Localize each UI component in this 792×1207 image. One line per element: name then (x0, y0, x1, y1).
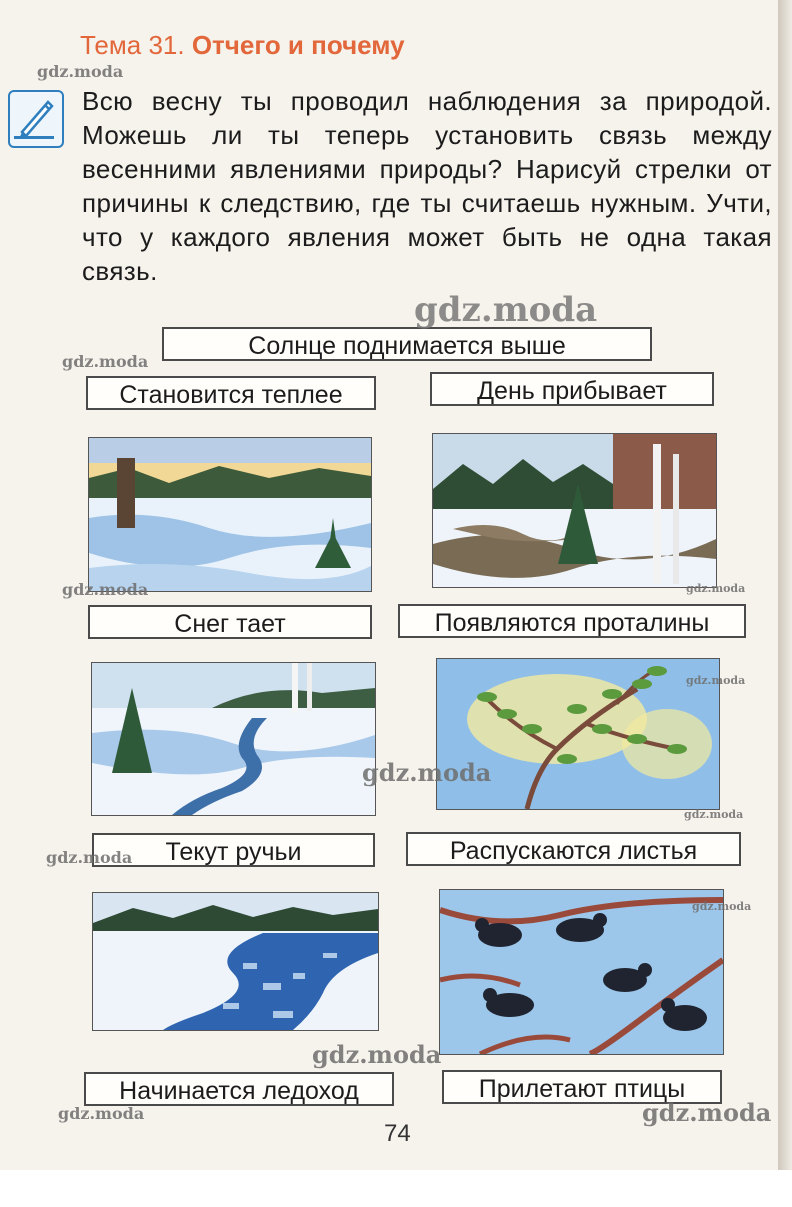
birds-picture (439, 889, 724, 1055)
leaves-picture (436, 658, 720, 810)
label-birds-arrive: Прилетают птицы (442, 1070, 722, 1104)
label-streams-flow: Текут ручьи (92, 833, 375, 867)
label-leaves-open: Распускаются листья (406, 832, 741, 866)
watermark: gdz.moda (37, 62, 124, 81)
snowy-forest-picture (88, 437, 372, 592)
label-sun-rises-higher: Солнце поднимается выше (162, 327, 652, 361)
watermark: gdz.moda (312, 1040, 442, 1069)
watermark: gdz.moda (684, 808, 744, 821)
watermark: gdz.moda (46, 848, 133, 867)
topic-name: Отчего и почему (191, 30, 405, 60)
watermark: gdz.moda (686, 582, 746, 595)
label-ice-drift-begins: Начинается ледоход (84, 1072, 394, 1106)
watermark: gdz.moda (686, 674, 746, 687)
page-title (80, 30, 405, 61)
watermark: gdz.moda (642, 1098, 772, 1127)
label-thawed-patches: Появляются проталины (398, 604, 746, 638)
watermark: gdz.moda (62, 352, 149, 371)
page-edge (778, 0, 792, 1170)
watermark: gdz.moda (58, 1104, 145, 1123)
task-text: Всю весну ты проводил наблюдения за природой. Можешь ли ты теперь установить связь между весенними явлениями природы? Нарисуй стрелки от причины к следствию, где ты считаешь нужным. Учти, что у каждого явления может быть не одна такая связь. (82, 86, 772, 286)
watermark: gdz.moda (362, 758, 492, 787)
ice-drift-picture (92, 892, 379, 1031)
streams-picture (91, 662, 376, 816)
label-getting-warmer: Становится теплее (86, 376, 376, 410)
label-snow-melts: Снег тает (88, 605, 372, 639)
topic-label: Тема 31. (80, 30, 185, 60)
page-number: 74 (384, 1120, 411, 1147)
thawed-patches-picture (432, 433, 717, 588)
watermark: gdz.moda (62, 580, 149, 599)
watermark: gdz.moda (414, 290, 598, 330)
pencil-icon (8, 90, 64, 148)
label-day-lengthens: День прибывает (430, 372, 714, 406)
watermark: gdz.moda (692, 900, 752, 913)
